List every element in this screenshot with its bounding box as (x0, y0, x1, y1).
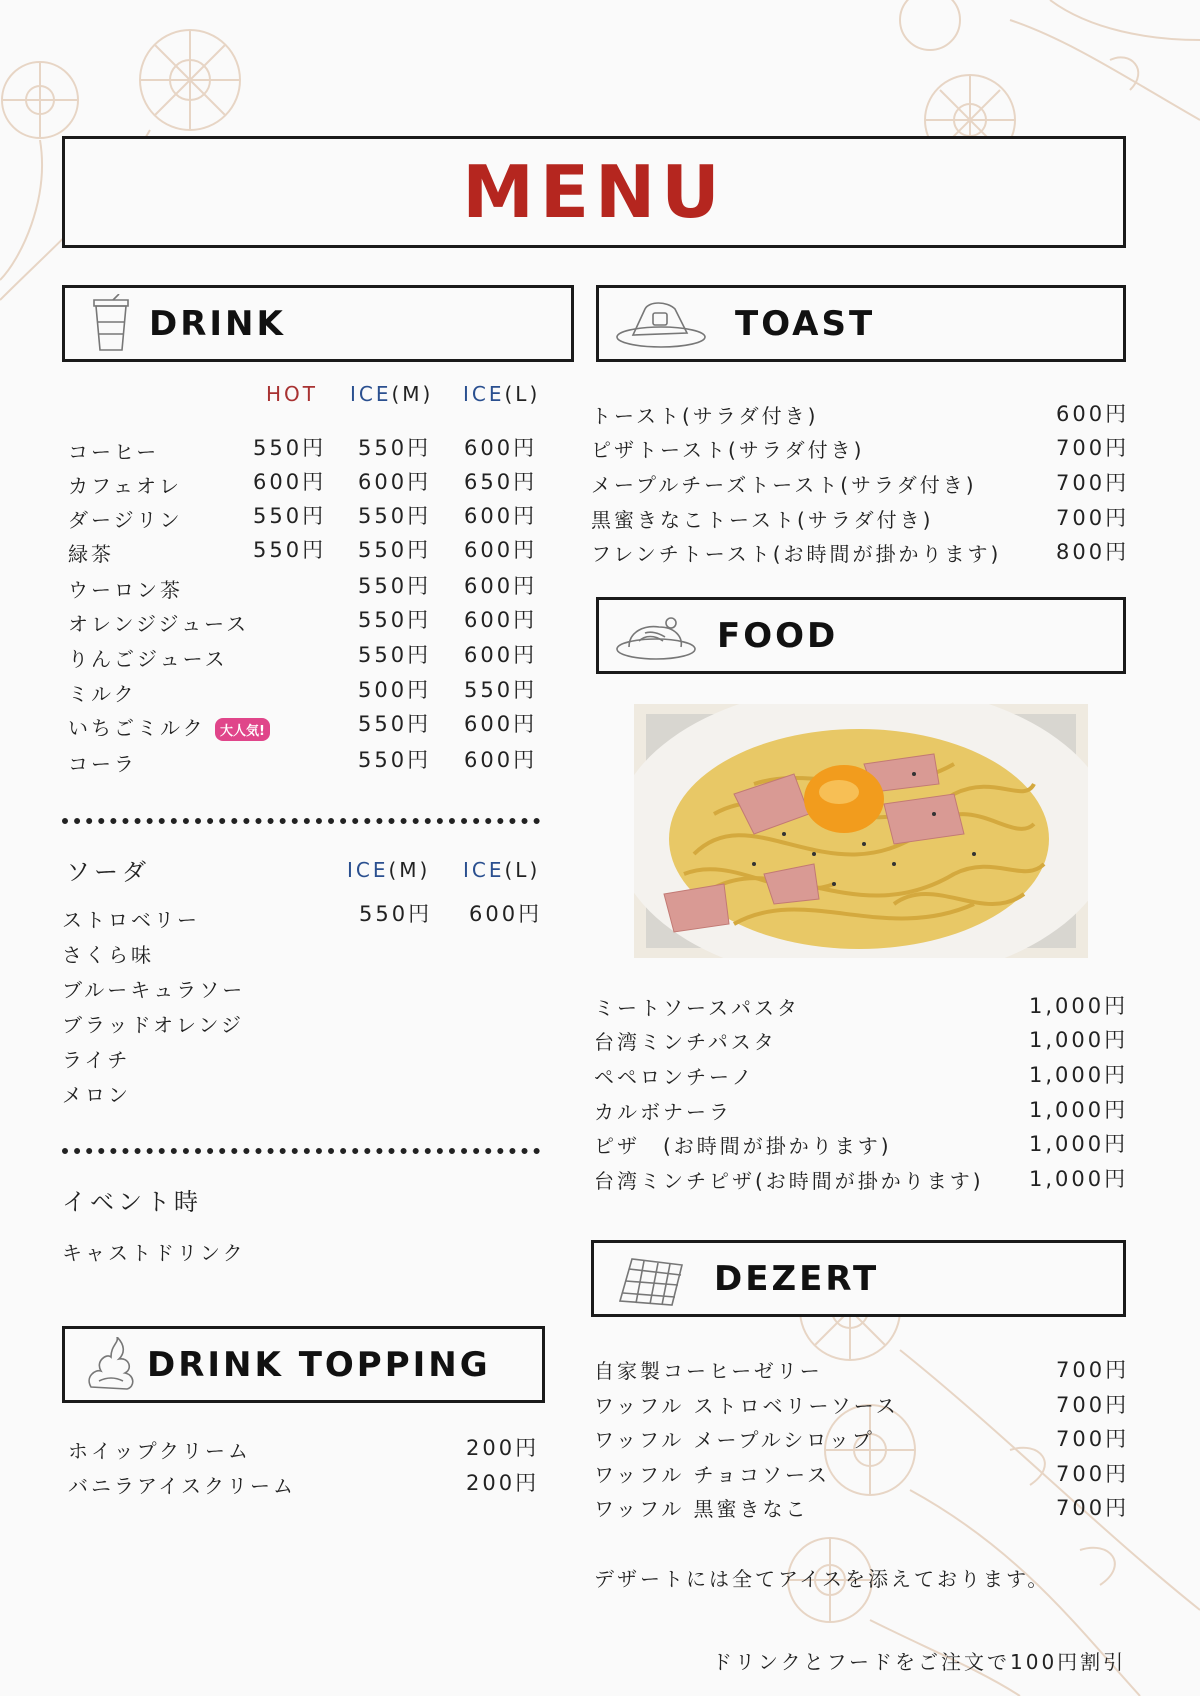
drink-item-hot: 550円 (253, 436, 327, 460)
food-item-price: 1,000円 (1029, 1063, 1129, 1087)
drink-item-ice-l: 600円 (464, 608, 538, 632)
drink-item-ice-l: 600円 (464, 643, 538, 667)
toast-item-price: 700円 (1056, 436, 1130, 460)
toast-item-price: 600円 (1056, 402, 1130, 426)
drink-item-name: コーラ (68, 752, 137, 776)
toast-item-price: 700円 (1056, 471, 1130, 495)
dessert-note: デザートには全てアイスを添えております。 (594, 1567, 1051, 1591)
drink-item-ice-m: 550円 (358, 712, 432, 736)
food-header-title: FOOD (717, 615, 839, 656)
toast-header-box (596, 285, 1126, 362)
drink-item-ice-m: 550円 (358, 504, 432, 528)
dessert-header-box (591, 1240, 1126, 1317)
food-item-price: 1,000円 (1029, 1028, 1129, 1052)
drink-item-name: 緑茶 (68, 542, 114, 566)
drink-item-name: コーヒー (68, 440, 160, 464)
divider-dotted (62, 818, 540, 824)
menu-title-box (62, 136, 1126, 248)
topping-header-box (62, 1326, 545, 1403)
drink-item-ice-m: 550円 (358, 748, 432, 772)
drink-col-ice-m-label: ICE (350, 382, 392, 406)
drink-header-title: DRINK (149, 303, 286, 344)
drink-item-name: いちごミルク (68, 716, 206, 740)
drink-item-name: カフェオレ (68, 474, 182, 498)
dessert-item-price: 700円 (1056, 1496, 1130, 1520)
drink-col-ice-l-size: (L) (504, 382, 541, 406)
drink-item-ice-l: 650円 (464, 470, 538, 494)
soda-col-ice-l-label: ICE (463, 858, 505, 882)
drink-item-ice-m: 500円 (358, 678, 432, 702)
dessert-item-name: ワッフル 黒蜜きなこ (594, 1497, 809, 1521)
food-item-price: 1,000円 (1029, 1132, 1129, 1156)
popular-badge: 大人気! (215, 718, 270, 741)
food-item-name: カルボナーラ (594, 1100, 732, 1124)
drink-item-ice-l: 600円 (464, 712, 538, 736)
soda-col-ice-m-label: ICE (347, 858, 389, 882)
footer-discount-note: ドリンクとフードをご注文で100円割引 (712, 1650, 1127, 1674)
toast-header-title: TOAST (735, 303, 876, 344)
drink-item-ice-m: 550円 (358, 436, 432, 460)
toast-icon (615, 299, 707, 349)
dessert-item-name: ワッフル メープルシロップ (594, 1428, 875, 1452)
drink-item-ice-m: 550円 (358, 608, 432, 632)
soda-price-l: 600円 (469, 902, 543, 926)
dessert-item-price: 700円 (1056, 1393, 1130, 1417)
drink-item-ice-m: 550円 (358, 574, 432, 598)
soda-item: さくら味 (62, 943, 154, 967)
divider-dotted (62, 1148, 540, 1154)
soda-item: メロン (62, 1083, 131, 1107)
toast-item-name: トースト(サラダ付き) (591, 404, 819, 428)
dessert-item-price: 700円 (1056, 1462, 1130, 1486)
drink-item-name: ダージリン (68, 508, 183, 532)
soda-item: ストロベリー (62, 908, 200, 932)
topping-item-name: バニラアイスクリーム (68, 1474, 296, 1498)
soda-col-ice-l (463, 858, 540, 882)
drink-item-ice-l: 600円 (464, 574, 538, 598)
drink-item-hot: 550円 (253, 504, 327, 528)
soda-item: ライチ (62, 1048, 131, 1072)
menu-title: MENU (462, 150, 726, 234)
food-item-name: ペペロンチーノ (594, 1065, 755, 1089)
soda-col-ice-l-size: (L) (504, 858, 541, 882)
drink-item-name: ミルク (68, 682, 137, 706)
drink-item-name: ウーロン茶 (68, 578, 183, 602)
dessert-item-name: ワッフル ストロベリーソース (594, 1394, 899, 1418)
dessert-header-title: DEZERT (714, 1258, 880, 1299)
soda-col-ice-m-size: (M) (388, 858, 431, 882)
food-item-price: 1,000円 (1029, 994, 1129, 1018)
carbonara-photo-image (634, 704, 1088, 958)
pasta-plate-icon (615, 611, 697, 661)
drink-col-hot: HOT (266, 382, 318, 406)
drink-item-ice-l: 600円 (464, 538, 538, 562)
drink-item-ice-l: 600円 (464, 504, 538, 528)
topping-item-name: ホイップクリーム (68, 1439, 251, 1463)
topping-header-title: DRINK TOPPING (147, 1344, 491, 1385)
drink-item-hot: 600円 (253, 470, 327, 494)
toast-item-name: ピザトースト(サラダ付き) (591, 438, 865, 462)
drink-item-name: オレンジジュース (68, 612, 250, 636)
food-item-name: 台湾ミンチパスタ (594, 1030, 777, 1054)
drink-item-ice-l: 550円 (464, 678, 538, 702)
toast-item-name: フレンチトースト(お時間が掛かります) (591, 542, 1002, 566)
carbonara-photo (634, 704, 1088, 958)
soda-item: ブラッドオレンジ (62, 1013, 244, 1037)
event-item: キャストドリンク (62, 1241, 246, 1265)
event-title: イベント時 (62, 1188, 202, 1216)
toast-item-name: 黒蜜きなこトースト(サラダ付き) (591, 508, 934, 532)
dessert-item-name: 自家製コーヒーゼリー (594, 1359, 823, 1383)
drink-item-ice-m: 550円 (358, 643, 432, 667)
drink-item-name-row (68, 712, 270, 741)
topping-item-price: 200円 (466, 1471, 540, 1495)
drink-item-ice-l: 600円 (464, 436, 538, 460)
toast-item-price: 700円 (1056, 506, 1130, 530)
food-item-name: 台湾ミンチピザ(お時間が掛かります) (594, 1169, 984, 1193)
soda-item: ブルーキュラソー (62, 978, 246, 1002)
whipped-cream-icon (85, 1337, 137, 1393)
drink-item-ice-m: 550円 (358, 538, 432, 562)
drink-item-ice-l: 600円 (464, 748, 538, 772)
toast-item-price: 800円 (1056, 540, 1130, 564)
food-header-box (596, 597, 1126, 674)
food-item-price: 1,000円 (1029, 1167, 1129, 1191)
drink-col-ice-l (463, 382, 540, 406)
cup-icon (91, 294, 131, 354)
food-item-name: ミートソースパスタ (594, 996, 800, 1020)
drink-header-box (62, 285, 574, 362)
dessert-item-price: 700円 (1056, 1358, 1130, 1382)
soda-col-ice-m (347, 858, 430, 882)
dessert-item-name: ワッフル チョコソース (594, 1463, 830, 1487)
drink-item-ice-m: 600円 (358, 470, 432, 494)
drink-item-name: りんごジュース (68, 647, 228, 671)
soda-title: ソーダ (66, 858, 150, 886)
toast-item-name: メープルチーズトースト(サラダ付き) (591, 473, 977, 497)
dessert-item-price: 700円 (1056, 1427, 1130, 1451)
waffle-icon (612, 1251, 692, 1307)
food-item-name: ピザ (お時間が掛かります) (594, 1134, 892, 1158)
drink-col-ice-l-label: ICE (463, 382, 505, 406)
drink-col-ice-m-size: (M) (391, 382, 434, 406)
topping-item-price: 200円 (466, 1436, 540, 1460)
food-item-price: 1,000円 (1029, 1098, 1129, 1122)
drink-item-hot: 550円 (253, 538, 327, 562)
drink-col-ice-m (350, 382, 433, 406)
soda-price-m: 550円 (359, 902, 433, 926)
